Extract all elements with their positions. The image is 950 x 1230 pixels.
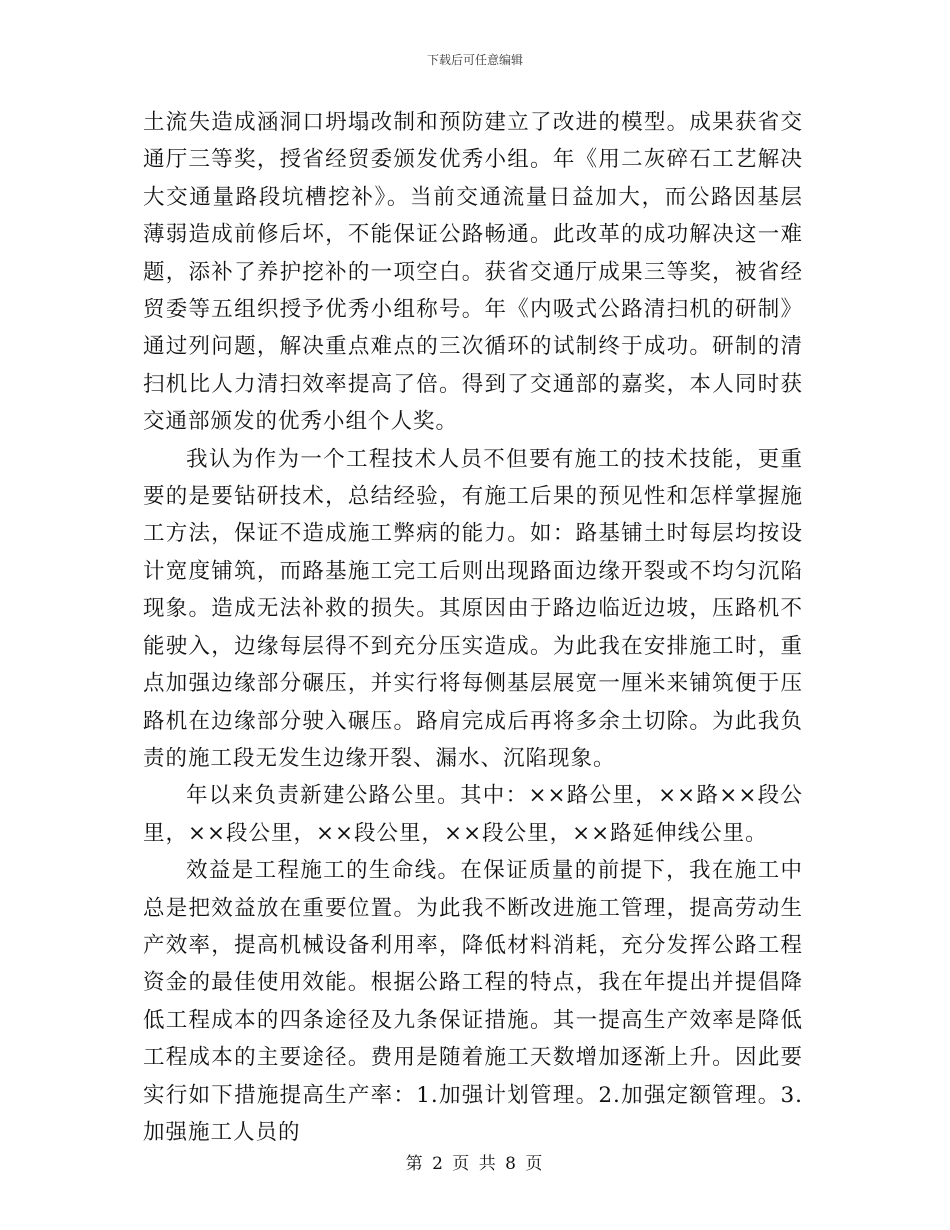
paragraph-1: 土流失造成涵洞口坍塌改制和预防建立了改进的模型。成果获省交通厅三等奖，授省经贸委颁发优秀小组。年《用二灰碎石工艺解决大交通量路段坑槽挖补》。当前交通流量日益加大，而公路因基层薄弱造成前修后坏，不能保证公路畅通。此改革的成功解决这一难题，添补了养护挖补的一项空白。获省交通厅成果三等奖，被省经贸委等五组织授予优秀小组称号。年《内吸式公路清扫机的研制》通过列问题，解决重点难点的三次循环的试制终于成功。研制的清扫机比人力清扫效率提高了倍。得到了交通部的嘉奖，本人同时获交通部颁发的优秀小组个人奖。	[143, 110, 803, 435]
page-number-footer: 第 2 页 共 8 页	[405, 1154, 545, 1174]
paragraph-4: 效益是工程施工的生命线。在保证质量的前提下，我在施工中总是把效益放在重要位置。为此我不断改进施工管理，提高劳动生产效率，提高机械设备利用率，降低材料消耗，充分发挥公路工程资金的最佳使用效能。根据公路工程的特点，我在年提出并提倡降低工程成本的四条途径及九条保证措施。其一提高生产效率是降低工程成本的主要途径。费用是随着施工天数增加逐渐上升。因此要实行如下措施提高生产率：1.加强计划管理。2.加强定额管理。3.加强施工人员的	[143, 858, 803, 1145]
paragraph-3: 年以来负责新建公路公里。其中：××路公里，××路××段公里，××段公里，××段公里，××段公里，××路延伸线公里。	[143, 783, 803, 846]
page-header: 下载后可任意编辑	[426, 53, 523, 67]
paragraph-2: 我认为作为一个工程技术人员不但要有施工的技术技能，更重要的是要钻研技术，总结经验，有施工后果的预见性和怎样掌握施工方法，保证不造成施工弊病的能力。如：路基铺土时每层均按设计宽度铺筑，而路基施工完工后则出现路面边缘开裂或不均匀沉陷现象。造成无法补救的损失。其原因由于路边临近边坡，压路机不能驶入，边缘每层得不到充分压实造成。为此我在安排施工时，重点加强边缘部分碾压，并实行将每侧基层展宽一厘米来铺筑便于压路机在边缘部分驶入碾压。路肩完成后再将多余土切除。为此我负责的施工段无发生边缘开裂、漏水、沉陷现象。	[143, 446, 803, 771]
document-body	[143, 104, 803, 1151]
